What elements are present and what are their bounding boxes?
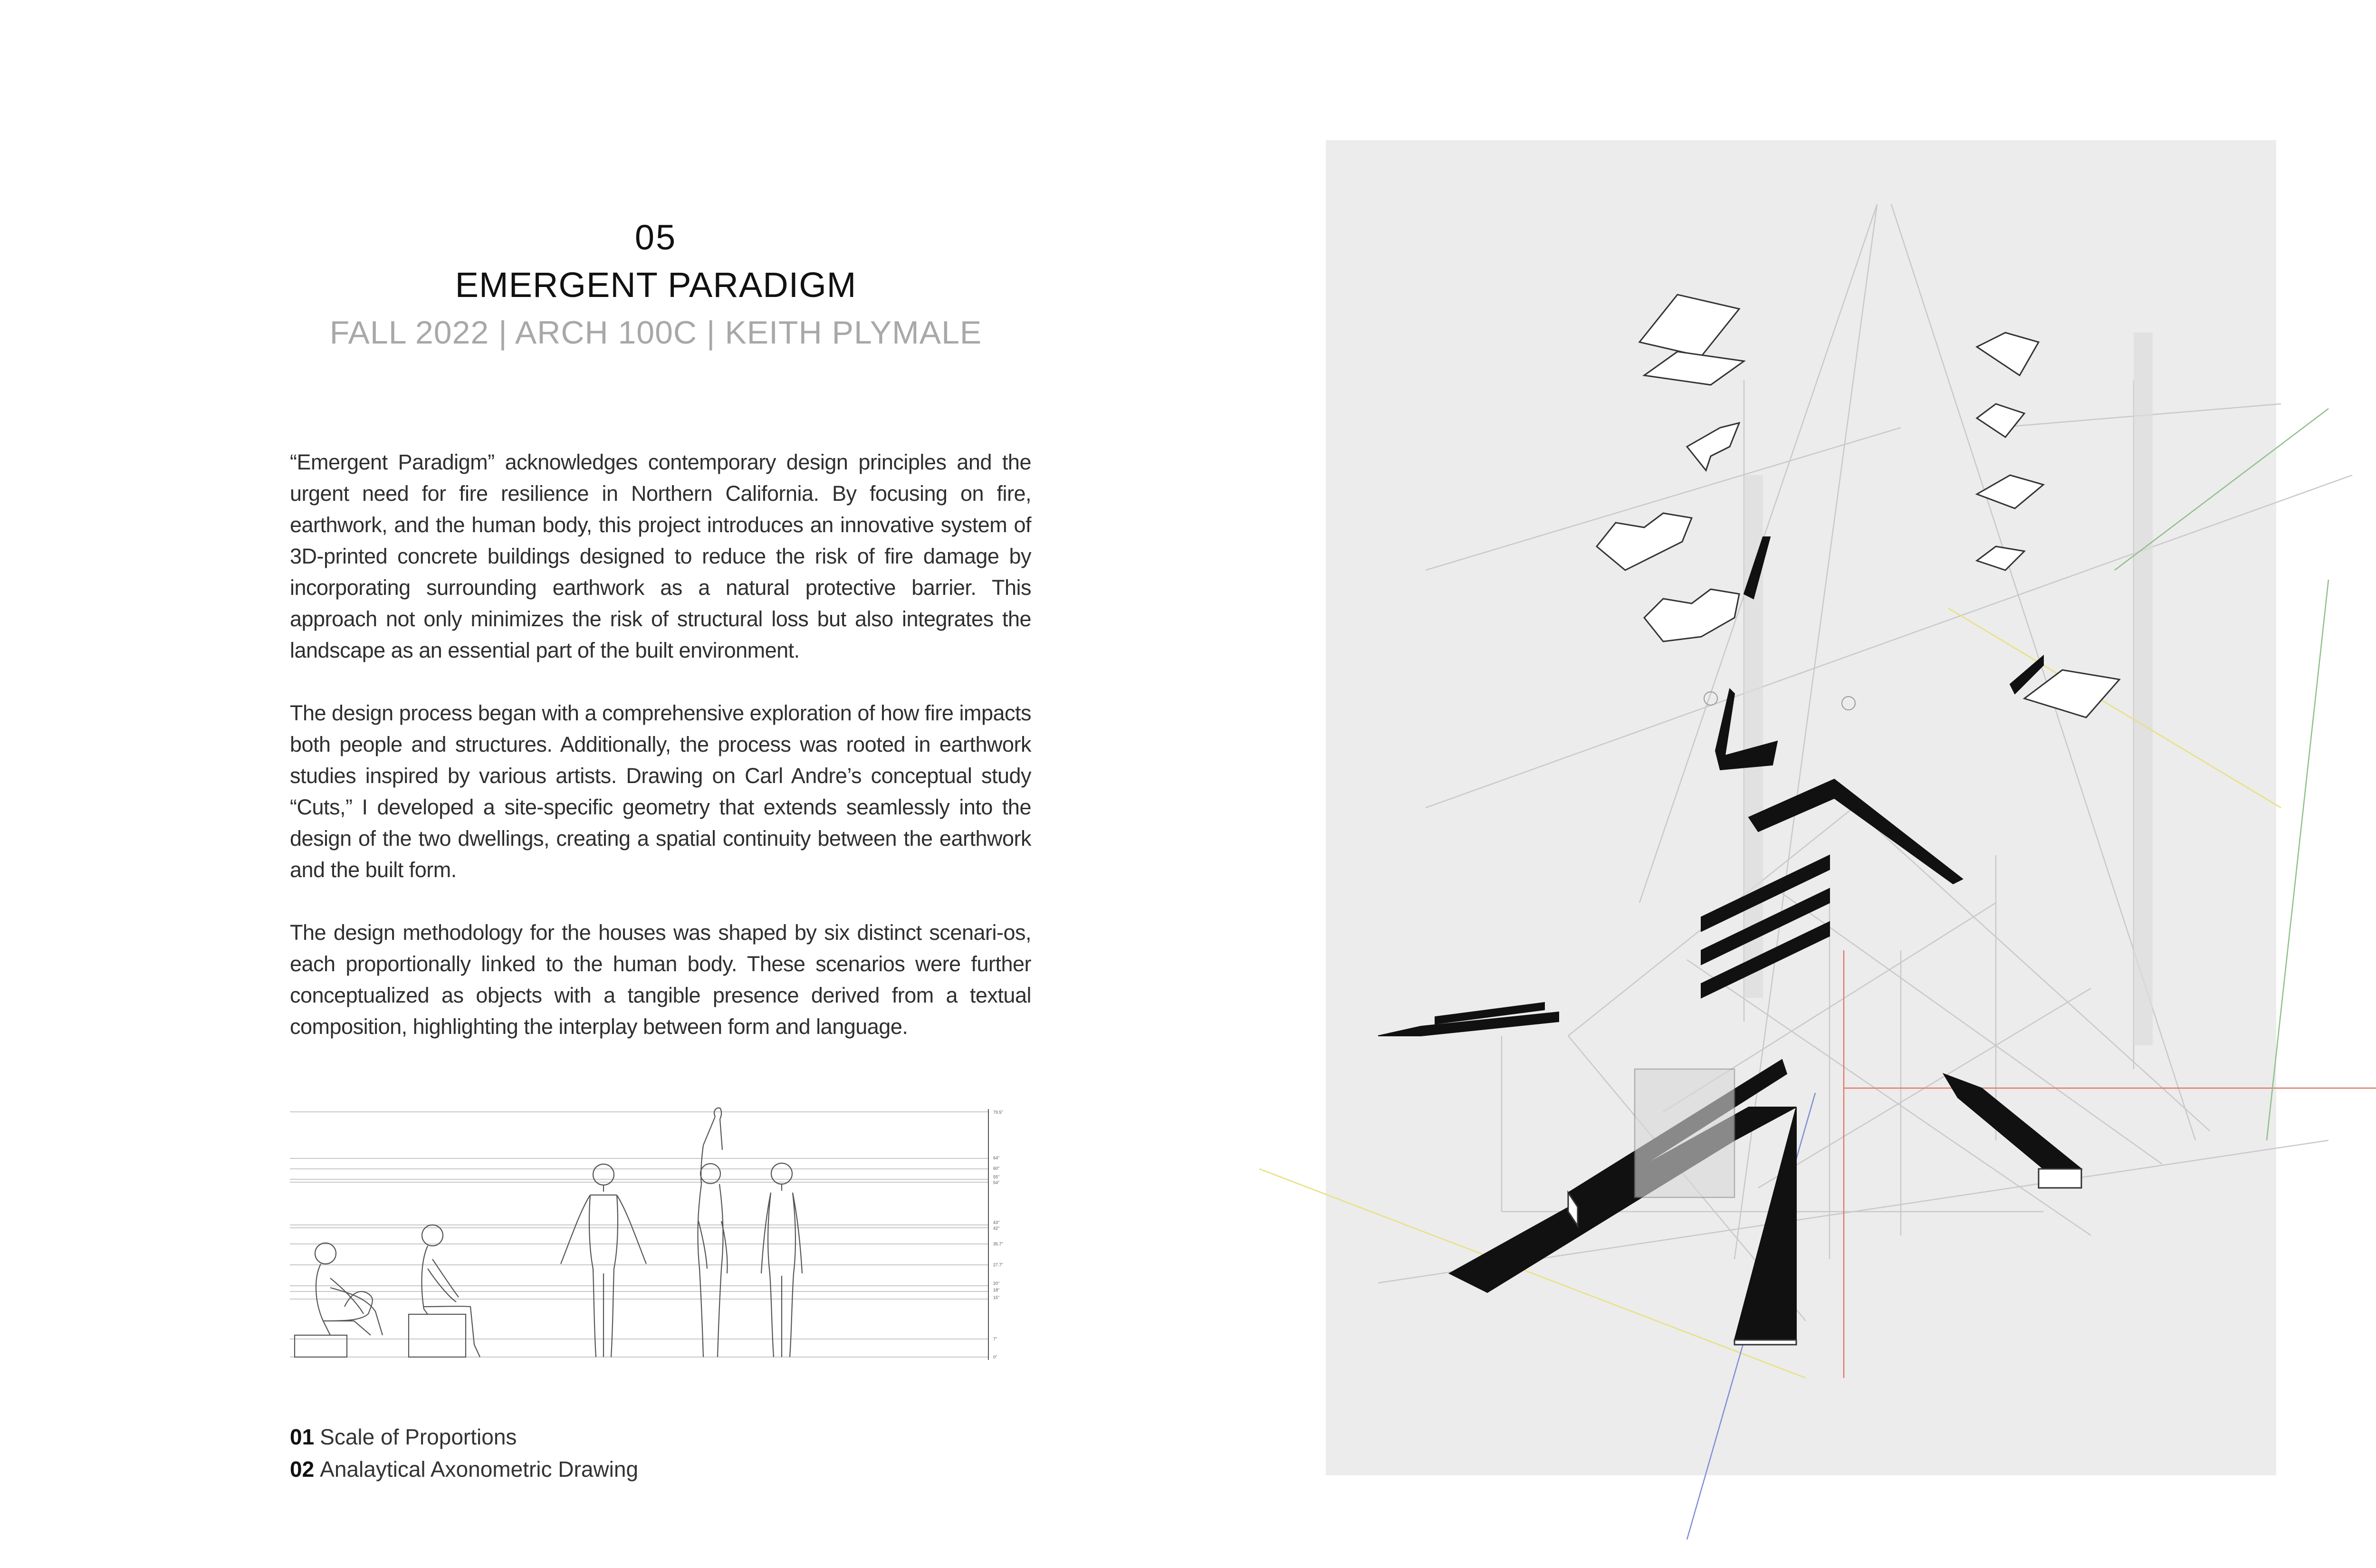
left-house-levels xyxy=(1597,295,1744,641)
caption-text: Scale of Proportions xyxy=(320,1425,517,1449)
figure-standing-arms-out xyxy=(561,1164,646,1357)
dim-label: 35.7" xyxy=(993,1242,1003,1246)
dim-label: 0" xyxy=(993,1355,997,1359)
axonometric-drawing xyxy=(1236,0,2376,1568)
figure-standing xyxy=(761,1163,802,1357)
dim-label: 55" xyxy=(993,1175,1000,1179)
colored-guide-lines xyxy=(1259,409,2376,1539)
figure-arm-raised xyxy=(698,1108,728,1357)
description-paragraph-3: The design methodology for the houses was shaped by six distinct scenari-os, each proportionally linked to the human body. These scenarios were further conceptualized as objects with a tangible presence derived from a textual composition, highlighting the interplay between form and language. xyxy=(290,920,1031,1039)
project-meta: FALL 2022 | ARCH 100C | KEITH PLYMALE xyxy=(329,315,982,351)
earthwork-wedges xyxy=(1378,537,2081,1340)
dim-label: 43" xyxy=(993,1220,1000,1225)
figure-seated-floor xyxy=(295,1243,383,1357)
dim-label: 79.5" xyxy=(993,1110,1003,1115)
description-paragraph-2: The design process began with a comprehensive exploration of how fire impacts both people and structures. Additionally, the process was rooted in earthwork studies inspired by various artists. Drawing on Carl Andre’s conceptual study “Cuts,” I developed a site-specific geometry that extends seamlessly into the design of the two dwellings, creating a spatial continuity between the earthwork and the built form. xyxy=(290,701,1031,882)
dim-label: 15" xyxy=(993,1295,1000,1300)
dim-label: 18" xyxy=(993,1288,1000,1292)
figure-captions xyxy=(290,1421,1003,1485)
caption-02 xyxy=(290,1453,1003,1485)
dim-label: 27.7" xyxy=(993,1262,1003,1267)
dim-label: 64" xyxy=(993,1156,1000,1160)
scale-of-proportions-figure xyxy=(285,1098,1026,1373)
project-description xyxy=(290,447,1031,1074)
dimension-labels xyxy=(993,1110,1003,1359)
caption-number: 02 xyxy=(290,1457,315,1482)
human-figures xyxy=(295,1108,802,1357)
description-paragraph-1: “Emergent Paradigm” acknowledges contemporary design principles and the urgent need for fire resilience in Northern California. By focusing on fire, earthwork, and the human body, this project introduces an innovative system of 3D-printed concrete buildings designed to reduce the risk of fire damage by incorporating surrounding earthwork as a natural protective barrier. This approach not only minimizes the risk of structural loss but also integrates the landscape as an essential part of the built environment. xyxy=(290,450,1031,662)
dim-label: 20" xyxy=(993,1281,1000,1286)
dim-label: 7" xyxy=(993,1337,997,1341)
ground-plane xyxy=(1635,1069,1734,1197)
project-number: 05 xyxy=(634,218,677,257)
dim-label: 54" xyxy=(993,1180,1000,1185)
dimension-lines xyxy=(290,1112,988,1357)
right-house-levels xyxy=(1977,333,2119,717)
dim-label: 60" xyxy=(993,1166,1000,1171)
dim-label: 42" xyxy=(993,1226,1000,1231)
caption-number: 01 xyxy=(290,1425,315,1449)
title-block xyxy=(285,214,1026,356)
caption-01 xyxy=(290,1421,1003,1453)
project-title: EMERGENT PARADIGM xyxy=(455,265,857,305)
caption-text: Analaytical Axonometric Drawing xyxy=(320,1457,639,1482)
